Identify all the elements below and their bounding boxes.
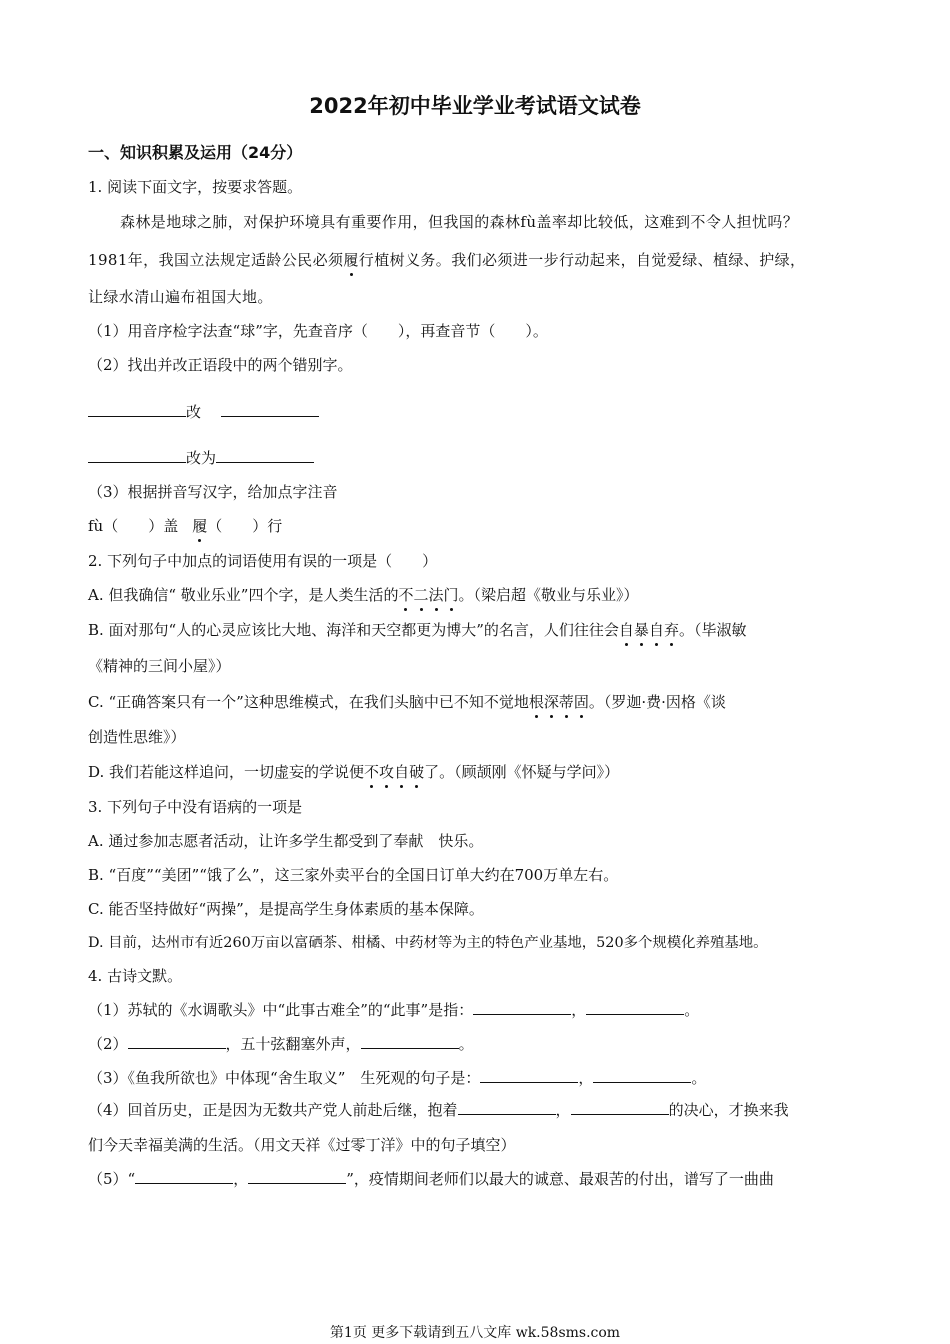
answer-blank[interactable] [593, 1068, 691, 1083]
q4-sub4 [88, 1100, 789, 1120]
emphasis-dot-char: 破 [409, 763, 425, 781]
sub-text: ，五十弦翻塞外声， [225, 1035, 361, 1053]
q2-option-b-line2: 《精神的三间小屋》） [88, 657, 231, 675]
emphasis-dot-char: 弃 [663, 621, 679, 639]
q1-passage-line2-pre: 1981年，我国立法规定适龄公民必须 [88, 251, 344, 269]
answer-blank[interactable] [135, 1169, 233, 1184]
q2-option-c-line2: 创造性思维》） [88, 728, 186, 746]
q4-sub3 [88, 1068, 706, 1088]
answer-blank[interactable] [221, 402, 319, 417]
q4-sub5 [88, 1169, 774, 1189]
answer-blank[interactable] [216, 448, 314, 463]
sub-text: ”，疫情期间老师们以最大的诚意、最艰苦的付出，谱写了一曲曲 [346, 1170, 774, 1188]
emphasis-dot-char: 不 [398, 586, 414, 604]
sub-text: （5）“ [88, 1170, 136, 1188]
emphasis-dot-char: 履 [343, 251, 359, 269]
answer-blank[interactable] [88, 402, 186, 417]
option-text: B. 面对那句“人的心灵应该比大地、海洋和天空都更为博大”的名言，人们往往会 [88, 621, 619, 639]
sub-text: （4）回首历史，正是因为无数共产党人前赴后继，抱着 [88, 1101, 458, 1119]
emphasis-dot-char: 深 [543, 693, 559, 711]
sub-text: （2） [88, 1035, 128, 1053]
page-footer: 第1页 更多下载请到五八文库 wk.58sms.com [329, 1325, 621, 1341]
q2-option-d[interactable] [88, 762, 619, 782]
question-2-stem: 2. 下列句子中加点的词语使用有误的一项是（ ） [88, 552, 438, 570]
q4-sub4-line2: 们今天幸福美满的生活。（用文天祥《过零丁洋》中的句子填空） [88, 1136, 516, 1154]
emphasis-dot-char: 根 [528, 693, 544, 711]
answer-blank[interactable] [248, 1169, 346, 1184]
q3-option-a[interactable]: A. 通过参加志愿者活动，让许多学生都受到了奉献 快乐。 [88, 832, 484, 850]
q1-passage-line1: 森林是地球之肺，对保护环境具有重要作用，但我国的森林fù盖率却比较低，这难到不令人担忧吗？ [120, 213, 799, 231]
option-text: 。（梁启超《敬业与乐业》） [458, 586, 639, 604]
sub-text: 。 [691, 1069, 707, 1087]
option-text: D. 我们若能这样追问，一切虚妄的学说便 [88, 763, 365, 781]
emphasis-dot-char: 履 [192, 517, 208, 535]
answer-blank[interactable] [571, 1100, 669, 1115]
question-3-stem: 3. 下列句子中没有语病的一项是 [88, 798, 303, 816]
answer-blank[interactable] [88, 448, 186, 463]
q1-sub2: （2）找出并改正语段中的两个错别字。 [88, 356, 353, 374]
fill-word: 改 [186, 403, 202, 421]
question-1-stem: 1. 阅读下面文字，按要求答题。 [88, 178, 303, 196]
sub-text: （1）苏轼的《水调歌头》中“此事古难全”的“此事”是指： [88, 1001, 474, 1019]
sub-text: ， [578, 1069, 594, 1087]
page-title: 2022年初中毕业学业考试语文试卷 [309, 94, 641, 118]
answer-blank[interactable] [586, 1000, 684, 1015]
emphasis-dot-char: 暴 [633, 621, 649, 639]
question-4-stem: 4. 古诗文默。 [88, 967, 183, 985]
answer-blank[interactable] [473, 1000, 571, 1015]
sub-text: ， [571, 1001, 587, 1019]
option-text: C. “正确答案只有一个”这种思维模式，在我们头脑中已不知不觉地 [88, 693, 529, 711]
q2-option-c[interactable] [88, 692, 726, 712]
emphasis-dot-char: 自 [394, 763, 410, 781]
q4-sub2 [88, 1034, 474, 1054]
answer-blank[interactable] [361, 1034, 459, 1049]
answer-blank[interactable] [480, 1068, 578, 1083]
q1-sub3-items [88, 516, 282, 536]
sub-text: 。 [458, 1035, 474, 1053]
emphasis-dot-char: 不 [364, 763, 380, 781]
q1-sub1: （1）用音序检字法查“球”字，先查音序（ ），再查音节（ ）。 [88, 322, 548, 340]
q1-sub3-b: （ ）行 [207, 517, 283, 535]
sub-text: ， [555, 1101, 571, 1119]
emphasis-dot-char: 法 [428, 586, 444, 604]
option-text: A. 但我确信“ 敬业乐业”四个字，是人类生活的 [88, 586, 399, 604]
q1-sub3: （3）根据拼音写汉字，给加点字注音 [88, 483, 338, 501]
q1-sub3-a: fù（ ）盖 [88, 517, 179, 535]
option-text: 了。（顾颉刚《怀疑与学问》） [424, 763, 620, 781]
sub-text: 的决心，才换来我 [668, 1101, 789, 1119]
q1-fill-line2 [88, 448, 314, 468]
emphasis-dot-char: 攻 [379, 763, 395, 781]
q2-option-a[interactable] [88, 585, 639, 605]
q3-option-d[interactable]: D. 目前，达州市有近260万亩以富硒茶、柑橘、中药材等为主的特色产业基地，520多个规模化养殖基地。 [88, 935, 768, 951]
section-heading: 一、知识积累及运用（24分） [88, 143, 303, 162]
emphasis-dot-char: 自 [648, 621, 664, 639]
answer-blank[interactable] [128, 1034, 226, 1049]
q4-sub1 [88, 1000, 699, 1020]
q2-option-b[interactable] [88, 620, 746, 640]
answer-blank[interactable] [458, 1100, 556, 1115]
emphasis-dot-char: 门 [443, 586, 459, 604]
fill-word: 改为 [186, 449, 217, 467]
q1-passage-line3: 让绿水清山遍布祖国大地。 [88, 288, 273, 306]
emphasis-dot-char: 自 [618, 621, 634, 639]
q3-option-c[interactable]: C. 能否坚持做好“两操”，是提高学生身体素质的基本保障。 [88, 900, 484, 918]
sub-text: ， [233, 1170, 249, 1188]
q1-fill-line1 [88, 402, 319, 422]
q3-option-b[interactable]: B. “百度”“美团”“饿了么”，这三家外卖平台的全国日订单大约在700万单左右。 [88, 866, 619, 884]
sub-text: 。 [684, 1001, 700, 1019]
q1-passage-line2-post: 行植树义务。我们必须进一步行动起来，自觉爱绿、植绿、护绿， [358, 251, 806, 269]
option-text: 。（毕淑敏 [678, 621, 747, 639]
emphasis-dot-char: 蒂 [558, 693, 574, 711]
emphasis-dot-char: 二 [413, 586, 429, 604]
q1-passage-line2 [88, 250, 805, 270]
sub-text: （3）《鱼我所欲也》中体现“舍生取义” 生死观的句子是： [88, 1069, 481, 1087]
option-text: 。（罗迦·费·因格《谈 [588, 693, 726, 711]
emphasis-dot-char: 固 [573, 693, 589, 711]
